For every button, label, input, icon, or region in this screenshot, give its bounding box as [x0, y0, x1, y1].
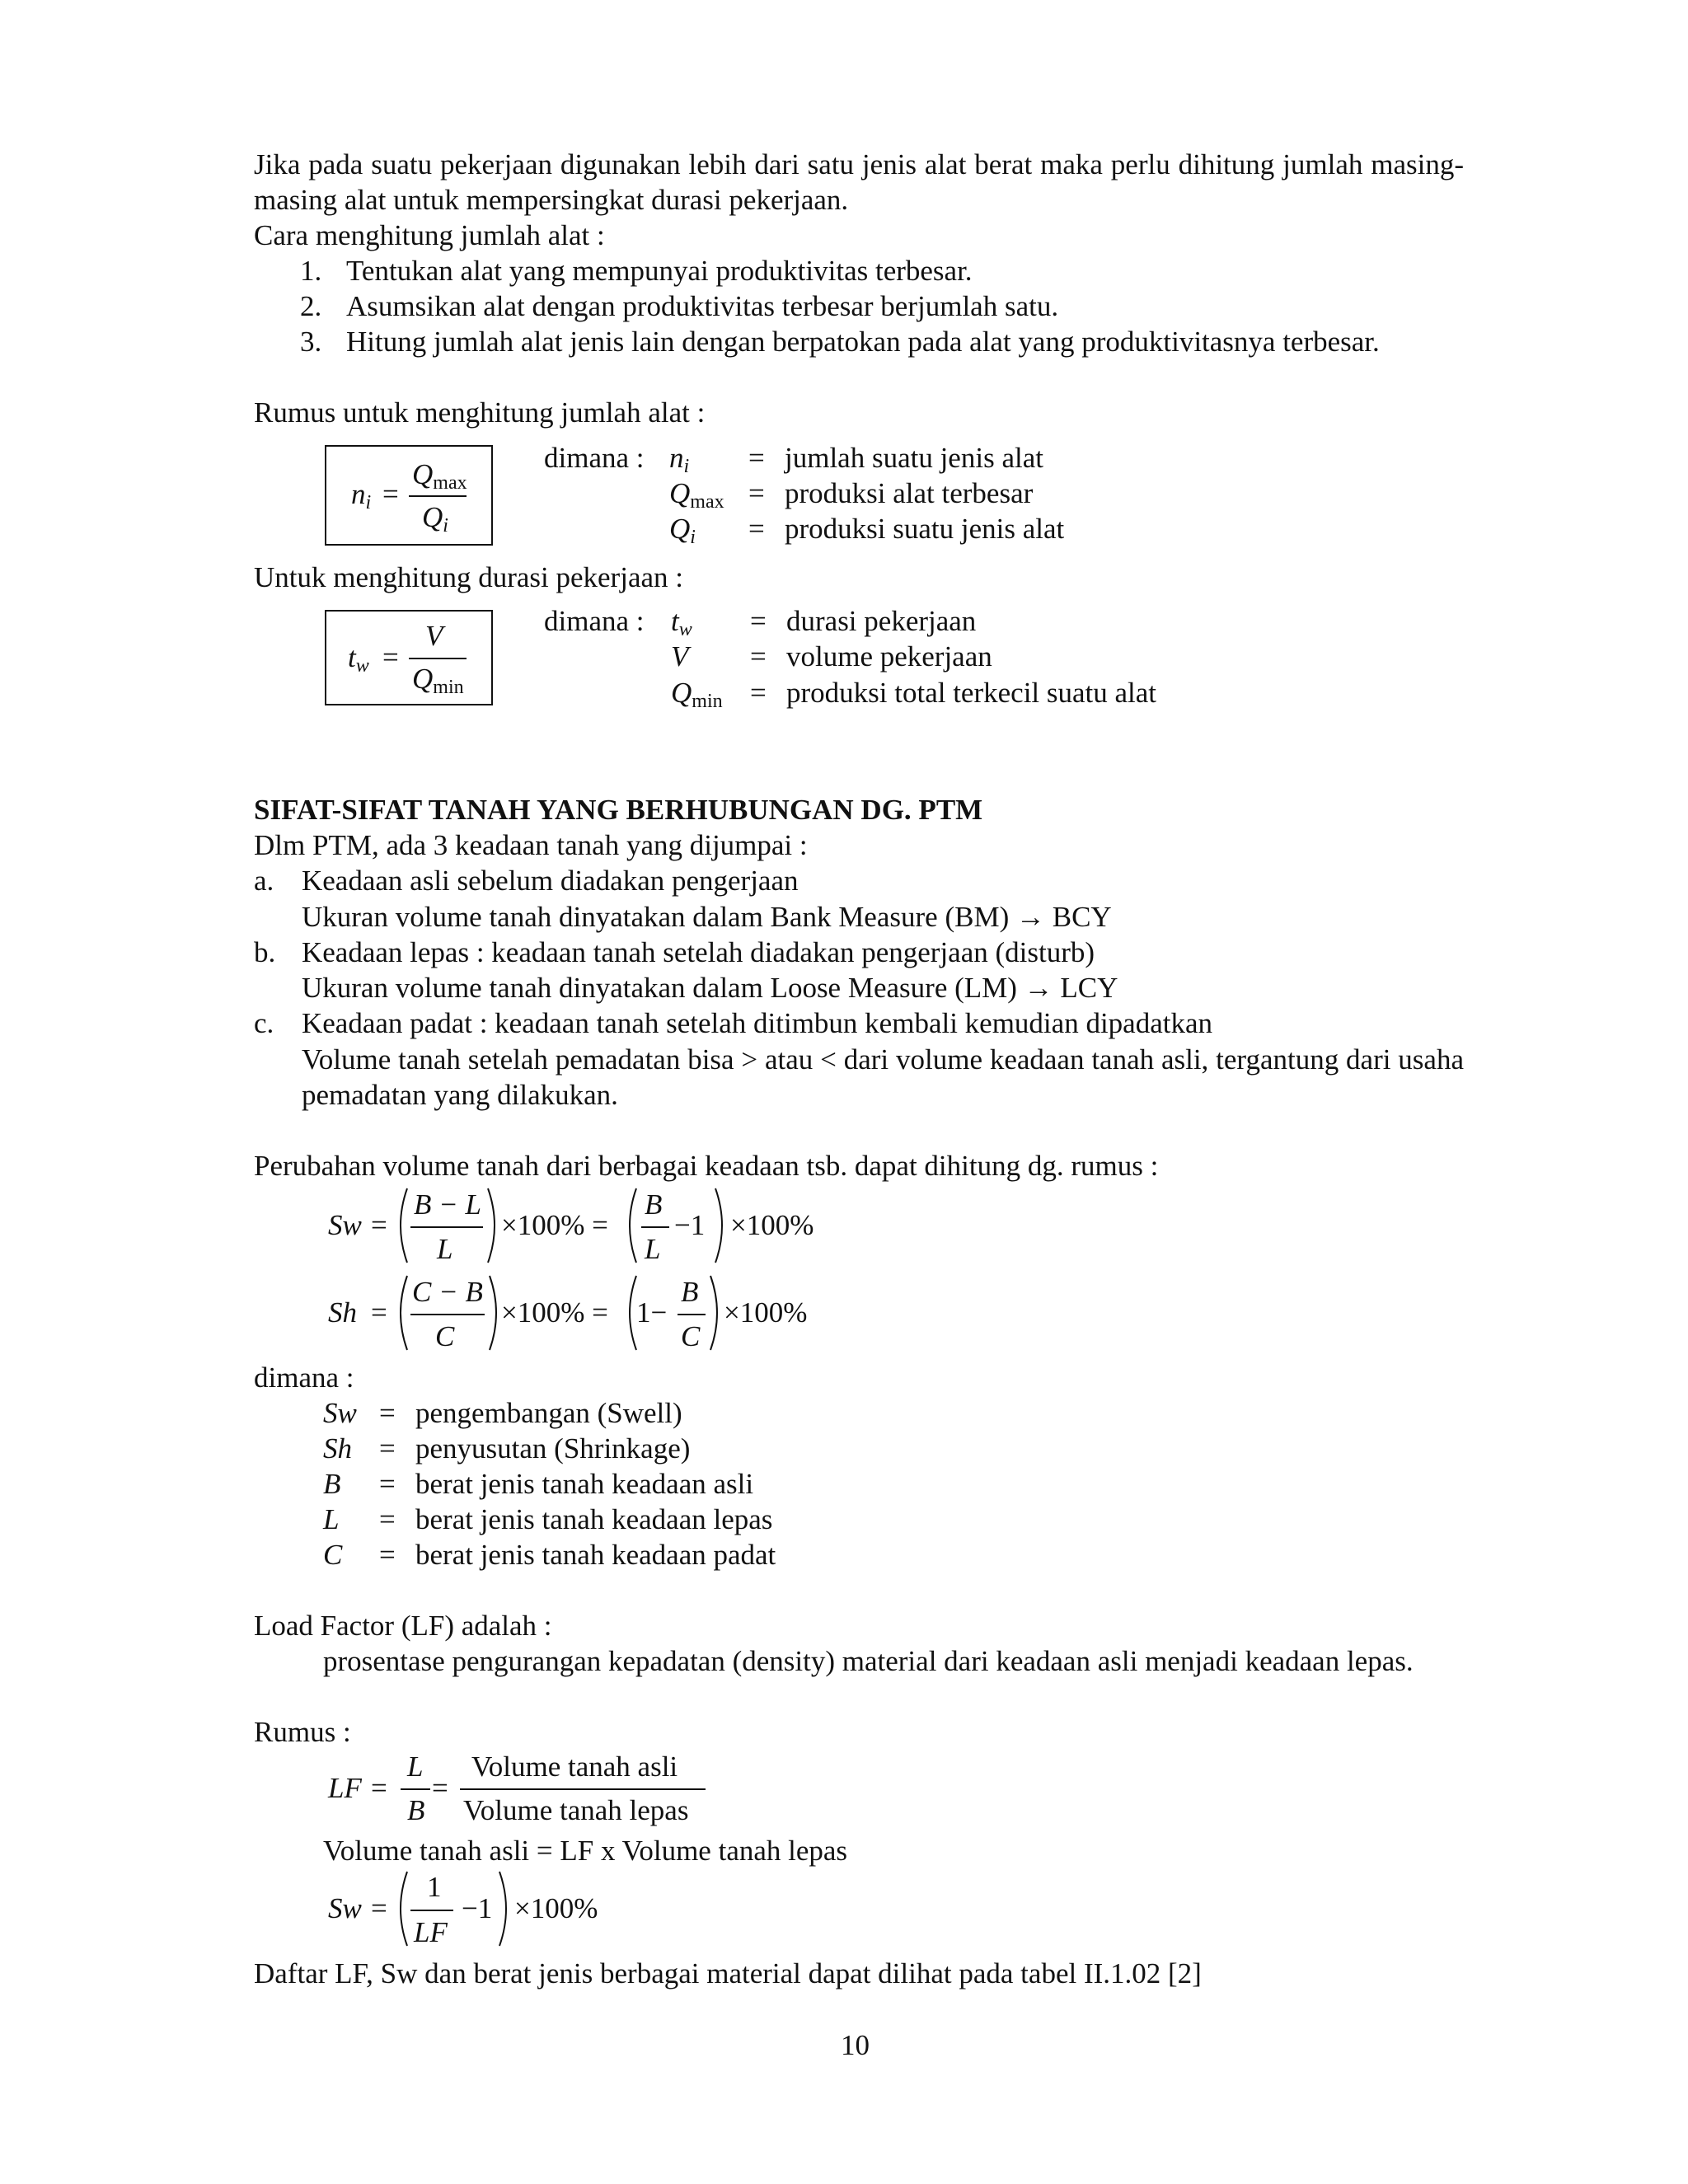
def-eq: = [748, 513, 765, 545]
formula2-lhs: $t_w$ [348, 641, 369, 677]
lf-volume-line: Volume tanah asli = LF x Volume tanah lepas [323, 1835, 848, 1867]
right-paren-icon [496, 1870, 514, 1947]
sh-eq: = [371, 1296, 387, 1329]
formula2-denominator: $Q_{min}$ [412, 663, 464, 698]
def-desc: jumlah suatu jenis alat [785, 442, 1043, 474]
sw-fraction-bar1 [410, 1226, 483, 1228]
sh-denominator1: C [435, 1320, 455, 1352]
lf-sw-numerator: 1 [427, 1871, 442, 1903]
sw-numerator2: B [645, 1188, 663, 1221]
formula1-numerator: $Q_{max}$ [412, 458, 467, 494]
lf-denominator2: Volume tanah lepas [463, 1794, 689, 1826]
sw-denominator1: L [437, 1233, 453, 1265]
sw-numerator1: B − L [414, 1188, 481, 1221]
formula2-eq: = [382, 641, 399, 673]
right-paren-icon [707, 1274, 725, 1352]
formula1-dimana: dimana : [544, 442, 645, 474]
formula1-heading: Rumus untuk menghitung jumlah alat : [254, 396, 706, 429]
def-symbol: B [323, 1468, 341, 1500]
sh-times1: ×100% = [501, 1296, 608, 1329]
def-symbol: $n_i$ [669, 442, 690, 477]
right-paren-icon [712, 1187, 730, 1264]
def-desc: penyusutan (Shrinkage) [415, 1432, 691, 1465]
def-symbol: Sw [323, 1397, 357, 1429]
def-symbol: $Q_{min}$ [671, 677, 723, 712]
lf-rumus: Rumus : [254, 1716, 351, 1748]
sw-lhs: Sw [328, 1209, 362, 1241]
formula2-numerator: V [425, 620, 443, 652]
left-paren-icon [392, 1870, 410, 1947]
state-letter: a. [254, 865, 274, 897]
sw-times1: ×100% = [501, 1209, 608, 1241]
state-line2: Ukuran volume tanah dinyatakan dalam Loose Measure (LM) → LCY [302, 972, 1118, 1004]
sw-times2: ×100% [730, 1209, 814, 1241]
step-number: 2. [300, 290, 322, 322]
section-title: SIFAT-SIFAT TANAH YANG BERHUBUNGAN DG. PTM [254, 794, 983, 826]
def-desc: durasi pekerjaan [786, 605, 977, 637]
lf-fraction-bar1 [401, 1788, 430, 1790]
lf-sw-denominator: LF [414, 1916, 448, 1948]
def-desc: produksi alat terbesar [785, 477, 1034, 509]
state-line1: Keadaan lepas : keadaan tanah setelah diadakan pengerjaan (disturb) [302, 936, 1095, 968]
sw-fraction-bar2 [641, 1226, 669, 1228]
page-number: 10 [841, 2029, 870, 2061]
formula1-fraction-bar [409, 495, 467, 497]
lf-sw-lhs: Sw [328, 1892, 362, 1924]
def-desc: berat jenis tanah keadaan asli [415, 1468, 754, 1500]
formula1-box [325, 445, 493, 546]
lf-denominator1: B [407, 1794, 425, 1826]
state-line1: Keadaan padat : keadaan tanah setelah ditimbun kembali kemudian dipadatkan [302, 1007, 1212, 1039]
state-line2: Volume tanah setelah pemadatan bisa > atau < dari volume keadaan tanah asli, tergantung dari usaha pemadatan yang dilakukan. [302, 1043, 1464, 1111]
perubahan-heading: Perubahan volume tanah dari berbagai keadaan tsb. dapat dihitung dg. rumus : [254, 1150, 1159, 1182]
def-eq: = [379, 1539, 396, 1571]
sh-denominator2: C [681, 1320, 701, 1352]
def-eq: = [379, 1397, 396, 1429]
sh-one-minus: 1− [636, 1296, 668, 1329]
def-eq: = [748, 442, 765, 474]
state-line2: Ukuran volume tanah dinyatakan dalam Bank Measure (BM) → BCY [302, 901, 1112, 933]
sw-minus-one: −1 [674, 1209, 706, 1241]
sh-fraction-bar1 [410, 1314, 485, 1315]
formula2-dimana: dimana : [544, 605, 645, 637]
state-letter: c. [254, 1007, 274, 1039]
lf-heading: Load Factor (LF) adalah : [254, 1610, 552, 1642]
state-line1: Keadaan asli sebelum diadakan pengerjaan [302, 865, 799, 897]
lf-sw-minus-one: −1 [462, 1892, 493, 1924]
def-eq: = [379, 1468, 396, 1500]
lf-sw-fraction-bar [410, 1910, 453, 1911]
sh-fraction-bar2 [678, 1314, 706, 1315]
lf-daftar: Daftar LF, Sw dan berat jenis berbagai material dapat dilihat pada tabel II.1.02 [2] [254, 1957, 1202, 1990]
lf-sw-times: ×100% [514, 1892, 598, 1924]
def-eq: = [379, 1503, 396, 1535]
step-text: Hitung jumlah alat jenis lain dengan berpatokan pada alat yang produktivitasnya terbesar. [346, 326, 1380, 358]
step-number: 3. [300, 326, 322, 358]
step-text: Asumsikan alat dengan produktivitas terbesar berjumlah satu. [346, 290, 1059, 322]
left-paren-icon [621, 1187, 640, 1264]
intro-paragraph: Jika pada suatu pekerjaan digunakan lebih dari satu jenis alat berat maka perlu dihitung jumlah masing-masing alat untuk mempersingkat durasi pekerjaan. [254, 148, 1464, 216]
def-eq: = [748, 477, 765, 509]
step-number: 1. [300, 255, 322, 287]
def-desc: berat jenis tanah keadaan lepas [415, 1503, 773, 1535]
def-symbol: C [323, 1539, 343, 1571]
sw-eq: = [371, 1209, 387, 1241]
lf-sw-eq: = [371, 1892, 387, 1924]
sw-denominator2: L [645, 1233, 661, 1265]
def-eq: = [750, 677, 767, 709]
sh-numerator1: C − B [412, 1276, 483, 1308]
formula1-eq: = [382, 478, 399, 510]
sh-times2: ×100% [724, 1296, 808, 1329]
right-paren-icon [485, 1187, 503, 1264]
def-symbol: Sh [323, 1432, 352, 1465]
formula1-lhs: $n_i$ [351, 478, 372, 513]
def-eq: = [750, 640, 767, 673]
lf-eq2: = [432, 1772, 448, 1804]
section-intro: Dlm PTM, ada 3 keadaan tanah yang dijumpai : [254, 829, 808, 861]
formula2-heading: Untuk menghitung durasi pekerjaan : [254, 561, 683, 593]
lf-lhs: LF [328, 1772, 362, 1804]
state-letter: b. [254, 936, 276, 968]
formula1-denominator: $Q_i$ [422, 501, 448, 537]
def-symbol: L [323, 1503, 340, 1535]
lf-numerator1: L [407, 1750, 424, 1783]
left-paren-icon [392, 1274, 410, 1352]
formula2-fraction-bar [409, 658, 467, 659]
def-symbol: $Q_{max}$ [669, 477, 724, 513]
def-desc: produksi total terkecil suatu alat [786, 677, 1157, 709]
perubahan-dimana: dimana : [254, 1361, 354, 1394]
def-desc: pengembangan (Swell) [415, 1397, 682, 1429]
formula2-box [325, 610, 493, 705]
def-desc: volume pekerjaan [786, 640, 992, 673]
sh-numerator2: B [681, 1276, 699, 1308]
def-symbol: $Q_i$ [669, 513, 696, 548]
def-symbol: V [671, 640, 689, 673]
def-desc: berat jenis tanah keadaan padat [415, 1539, 776, 1571]
def-desc: produksi suatu jenis alat [785, 513, 1065, 545]
lf-eq1: = [371, 1772, 387, 1804]
lf-numerator2: Volume tanah asli [471, 1750, 678, 1783]
def-symbol: $t_w$ [671, 605, 692, 640]
left-paren-icon [392, 1187, 410, 1264]
step-text: Tentukan alat yang mempunyai produktivitas terbesar. [346, 255, 973, 287]
cara-heading: Cara menghitung jumlah alat : [254, 219, 605, 251]
def-eq: = [750, 605, 767, 637]
def-eq: = [379, 1432, 396, 1465]
sh-lhs: Sh [328, 1296, 357, 1329]
lf-description: prosentase pengurangan kepadatan (density) material dari keadaan asli menjadi keadaan lepas. [323, 1645, 1414, 1677]
lf-fraction-bar2 [460, 1788, 706, 1790]
